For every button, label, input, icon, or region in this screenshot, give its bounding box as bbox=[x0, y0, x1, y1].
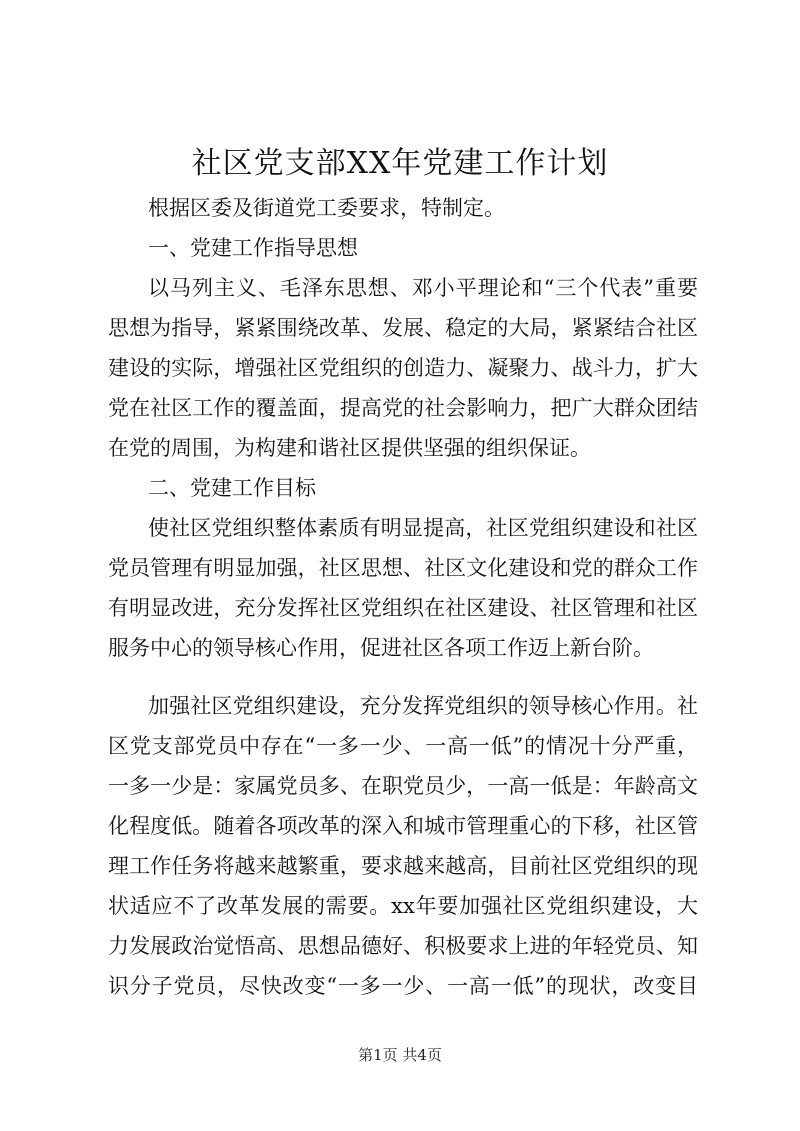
paragraph-line: 服务中心的领导核心作用，促进社区各项工作迈上新台阶。 bbox=[108, 636, 654, 660]
document-body bbox=[108, 188, 698, 1006]
paragraph-line: 加强社区党组织建设，充分发挥党组织的领导核心作用。社 bbox=[148, 694, 698, 718]
paragraph-line: 在党的周围，为构建和谐社区提供坚强的组织保证。 bbox=[108, 436, 591, 460]
page-number-footer: 第1页 共4页 bbox=[358, 1046, 442, 1064]
paragraph-line: 一多一少是：家属党员多、在职党员少，一高一低是：年龄高文 bbox=[108, 774, 698, 798]
paragraph-guiding-thought bbox=[108, 268, 698, 468]
paragraph-spacer bbox=[108, 668, 698, 686]
paragraph-line: 党在社区工作的覆盖面，提高党的社会影响力，把广大群众团结 bbox=[108, 396, 698, 420]
paragraph-line: 识分子党员，尽快改变“一多一少、一高一低”的现状，改变目 bbox=[108, 974, 698, 998]
paragraph-goals bbox=[108, 508, 698, 668]
paragraph-line: 以马列主义、毛泽东思想、邓小平理论和“三个代表”重要 bbox=[148, 276, 698, 300]
paragraph-line: 状适应不了改革发展的需要。xx年要加强社区党组织建设，大 bbox=[108, 894, 698, 918]
intro-line: 根据区委及街道党工委要求，特制定。 bbox=[148, 196, 505, 220]
paragraph-line: 化程度低。随着各项改革的深入和城市管理重心的下移，社区管 bbox=[108, 814, 698, 838]
document-title: 社区党支部XX年党建工作计划 bbox=[191, 146, 609, 181]
paragraph-line: 思想为指导，紧紧围绕改革、发展、稳定的大局，紧紧结合社区 bbox=[108, 316, 698, 340]
paragraph-organization-building bbox=[108, 686, 698, 1006]
paragraph-line: 使社区党组织整体素质有明显提高，社区党组织建设和社区 bbox=[148, 516, 698, 540]
paragraph-line: 有明显改进，充分发挥社区党组织在社区建设、社区管理和社区 bbox=[108, 596, 698, 620]
paragraph-line: 力发展政治觉悟高、思想品德好、积极要求上进的年轻党员、知 bbox=[108, 934, 698, 958]
section-heading-goals: 二、党建工作目标 bbox=[148, 476, 316, 500]
paragraph-line: 理工作任务将越来越繁重，要求越来越高，目前社区党组织的现 bbox=[108, 854, 698, 878]
paragraph-line: 党员管理有明显加强，社区思想、社区文化建设和党的群众工作 bbox=[108, 556, 698, 580]
paragraph-line: 建设的实际，增强社区党组织的创造力、凝聚力、战斗力，扩大 bbox=[108, 356, 698, 380]
paragraph-line: 区党支部党员中存在“一多一少、一高一低”的情况十分严重， bbox=[108, 734, 698, 758]
section-heading-guiding-thought: 一、党建工作指导思想 bbox=[148, 236, 358, 260]
